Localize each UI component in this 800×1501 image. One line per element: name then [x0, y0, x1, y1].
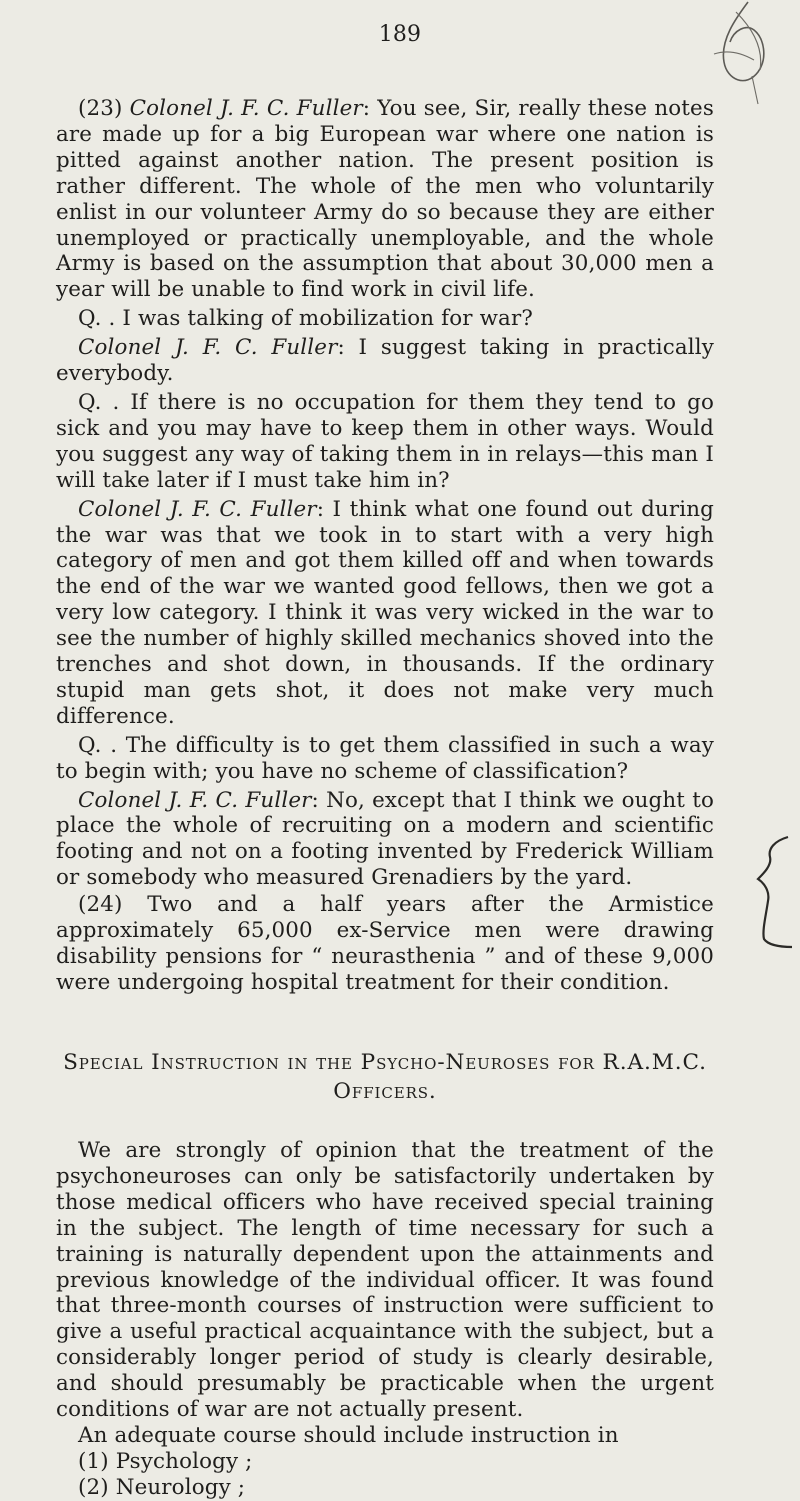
paragraph-24: (24) Two and a half years after the Armistice approximately 65,000 ex-Service men were drawing disability pensions for “ neurasthenia ” and of these 9,000 were undergoing hospital treatment for their condition. — [56, 892, 714, 995]
speaker-name: Colonel J. F. C. Fuller — [78, 787, 312, 813]
handwritten-mark — [706, 0, 778, 110]
speaker-name: Colonel J. F. C. Fuller — [129, 96, 363, 121]
list-item: (1) Psychology ; — [78, 1448, 253, 1474]
section-heading — [56, 1048, 714, 1106]
question: Q. . I was talking of mobilization for war? — [78, 306, 533, 332]
speaker-name: Colonel J. F. C. Fuller — [78, 335, 338, 361]
answer: Colonel J. F. C. Fuller: No, except that I think we ought to place the whole of recruiting on a modern and scientific footing and not on a footing invented by Frederick William or somebody who measured Grenadiers by the yard. — [56, 787, 715, 891]
margin-bracket-mark — [754, 835, 794, 950]
instruction-section — [56, 1138, 714, 1501]
interview-transcript — [56, 96, 714, 891]
page-number: 189 — [378, 22, 422, 47]
section-heading-line1: Special Instruction in the Psycho-Neuroses for R.A.M.C. — [63, 1050, 707, 1075]
answer: Colonel J. F. C. Fuller: I suggest taking in practically everybody. — [56, 335, 715, 387]
speaker-name: Colonel J. F. C. Fuller — [78, 496, 317, 522]
list-item: (2) Neurology ; — [78, 1474, 246, 1500]
paragraph-24-block — [56, 892, 714, 996]
question: Q. . If there is no occupation for them they tend to go sick and you may have to keep them in other ways. Would you suggest any way of taking them in in relays—this man I will take later if I must take him in? — [56, 389, 714, 493]
body-paragraph: An adequate course should include instruction in — [78, 1422, 619, 1448]
section-heading-line2: Officers. — [333, 1079, 437, 1104]
paragraph-23: (23) Colonel J. F. C. Fuller: You see, Sir, really these notes are made up for a big European war where one nation is pitted against another nation. The present position is rather different. The whole of the men who voluntarily enlist in our volunteer Army do so because they are either unemployed or practically unemployable, and the whole Army is based on the assumption that about 30,000 men a year will be unable to find work in civil life. — [56, 96, 714, 303]
body-paragraph: We are strongly of opinion that the treatment of the psychoneuroses can only be satisfactorily undertaken by those medical officers who have received special training in the subject. The length of time necessary for such a training is naturally dependent upon the attainments and previous knowledge of the individual officer. It was found that three-month courses of instruction were sufficient to give a useful practical acquaintance with the subject, but a considerably longer period of study is clearly desirable, and should presumably be practicable when the urgent conditions of war are not actually present. — [56, 1138, 714, 1423]
answer: Colonel J. F. C. Fuller: I think what one found out during the war was that we took in to start with a very high category of men and got them killed off and when towards the end of the war we wanted good fellows, then we got a very low category. I think it was very wicked in the war to see the number of highly skilled mechanics shoved into the trenches and shot down, in thousands. If the ordinary stupid man gets shot, it does not make very much difference. — [56, 496, 714, 729]
question: Q. . The difficulty is to get them classified in such a way to begin with; you have no scheme of classification? — [56, 732, 714, 784]
